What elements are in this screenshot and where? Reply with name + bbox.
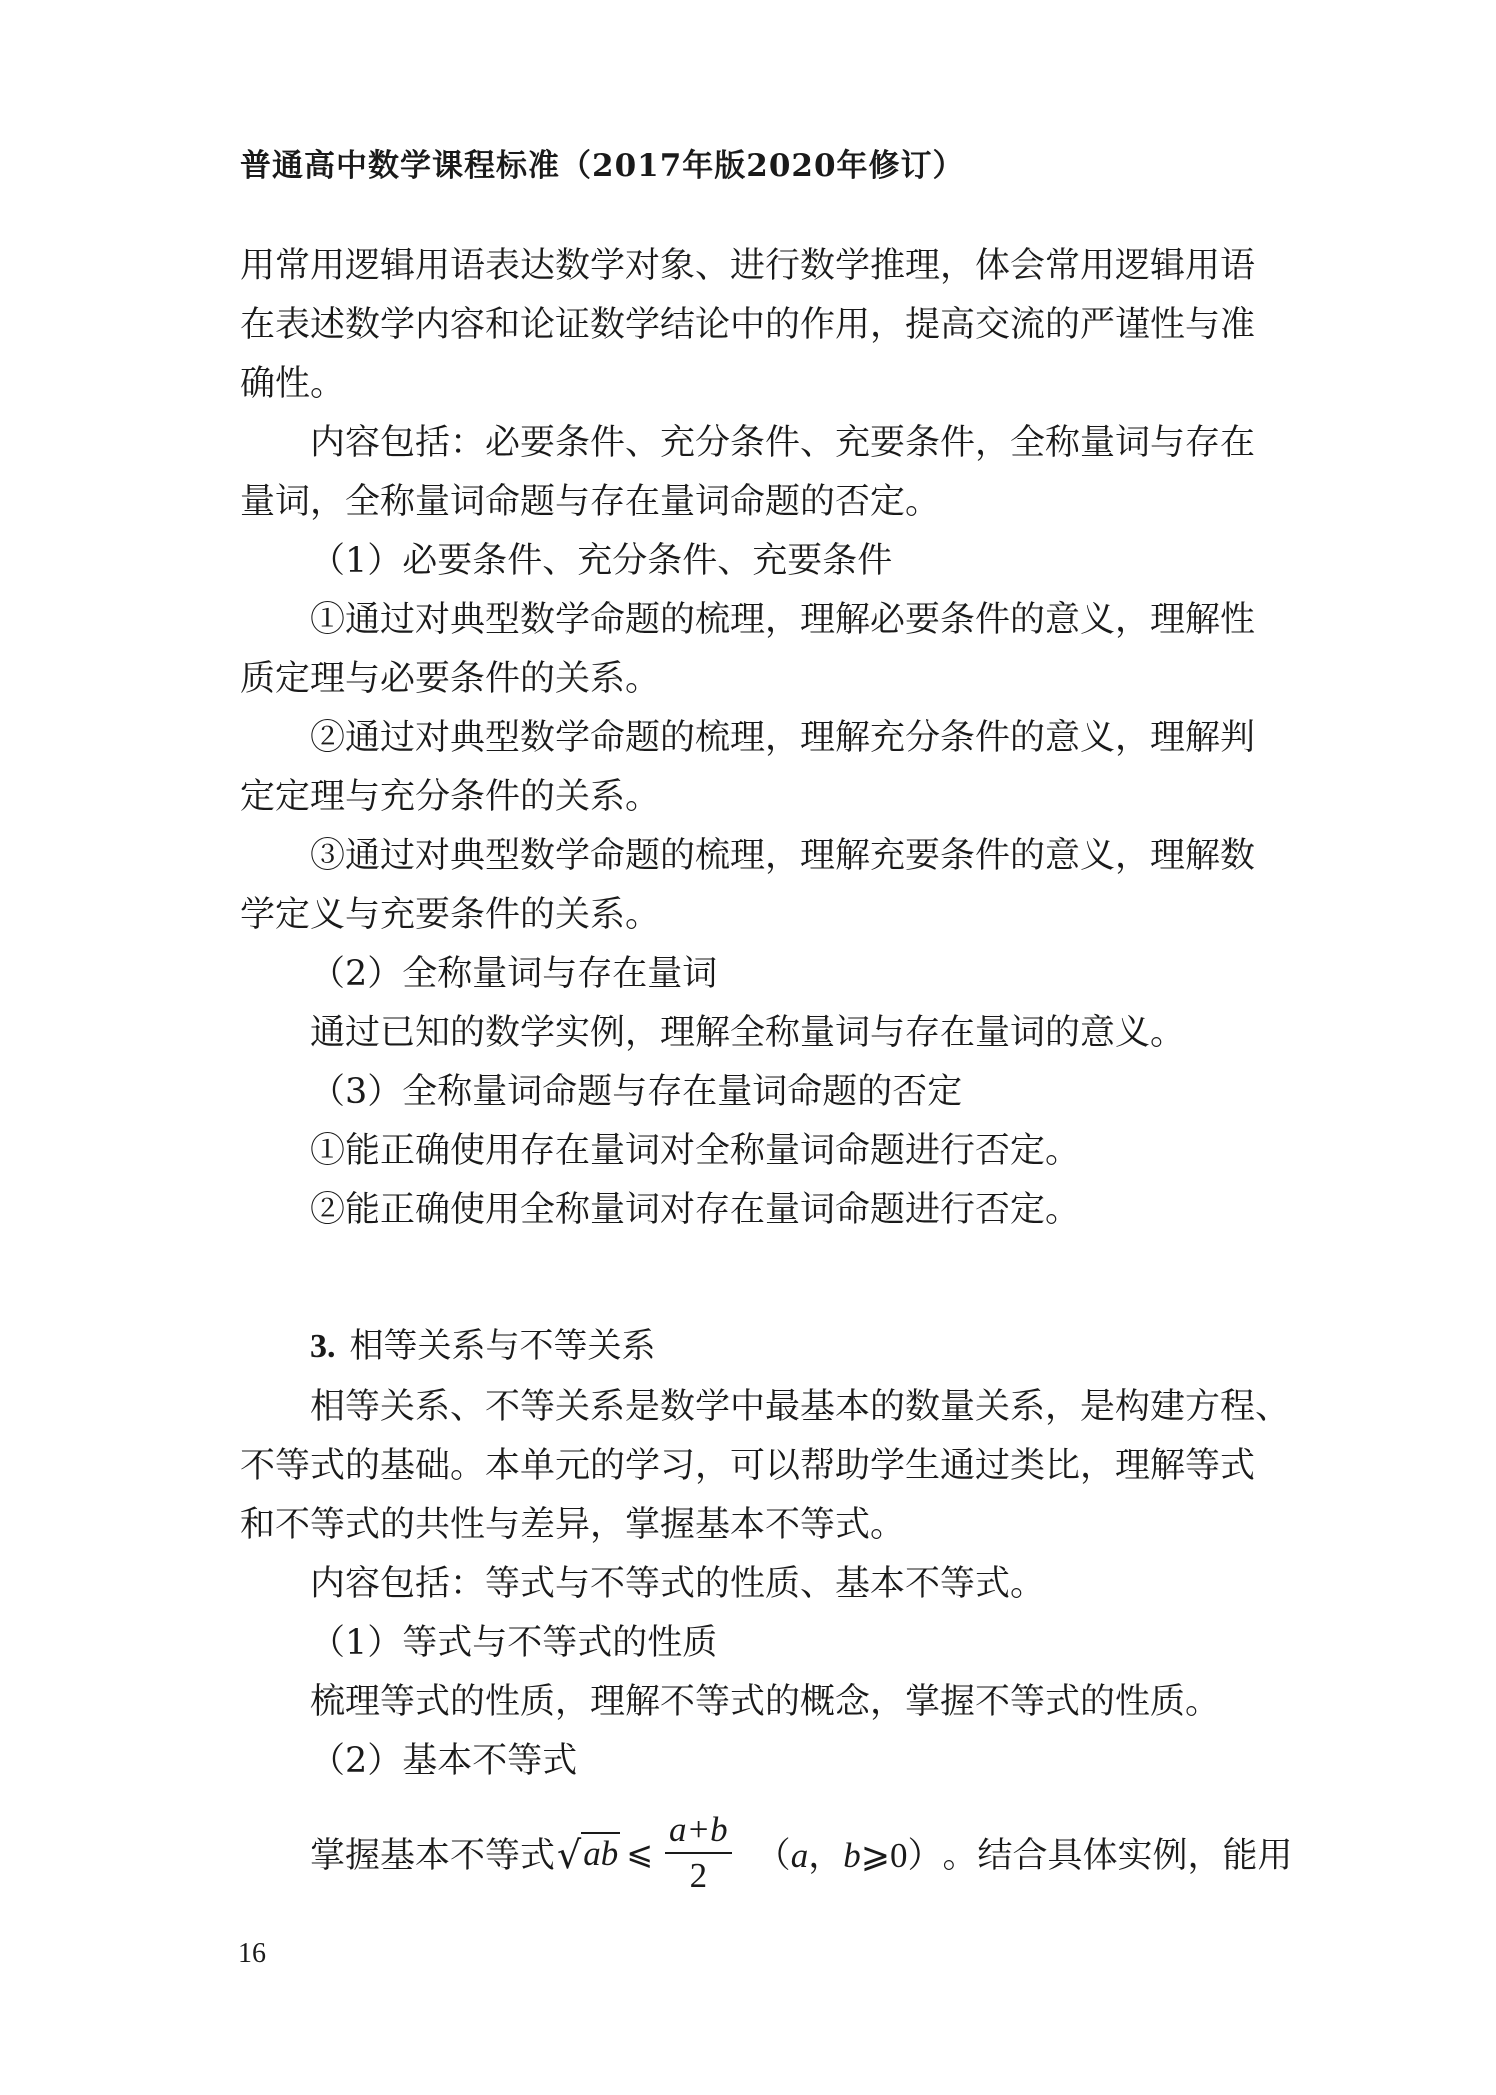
text-line: ①能正确使用存在量词对全称量词命题进行否定。 <box>310 1131 1081 1171</box>
running-header: 普通高中数学课程标准（2017年版2020年修订） <box>240 148 965 184</box>
condition-b: b <box>843 1836 861 1875</box>
condition-sep: ， <box>808 1836 844 1875</box>
condition-a: a <box>790 1836 809 1875</box>
section-heading <box>310 1318 656 1367</box>
formula-suffix: 。结合具体实例，能用 <box>942 1836 1293 1876</box>
text-line: 质定理与必要条件的关系。 <box>240 659 661 699</box>
text-line: 确性。 <box>240 364 346 404</box>
text-line: 相等关系、不等关系是数学中最基本的数量关系，是构建方程、 <box>310 1387 1291 1427</box>
text-line: 不等式的基础。本单元的学习，可以帮助学生通过类比，理解等式 <box>240 1446 1256 1486</box>
formula-prefix: 掌握基本不等式 <box>310 1836 556 1876</box>
sqrt-expression <box>557 1832 620 1877</box>
text-line: （2）基本不等式 <box>310 1741 578 1781</box>
text-line: 通过已知的数学实例，理解全称量词与存在量词的意义。 <box>310 1013 1186 1053</box>
fraction <box>665 1810 732 1896</box>
text-line: ②通过对典型数学命题的梳理，理解充分条件的意义，理解判 <box>310 718 1256 758</box>
formula-line <box>310 1808 1293 1898</box>
section-number: 3. <box>310 1328 336 1365</box>
condition <box>756 1828 943 1878</box>
sqrt-sign: √ <box>557 1833 582 1877</box>
page-number: 16 <box>238 1938 266 1969</box>
text-line: （1）必要条件、充分条件、充要条件 <box>310 541 893 581</box>
text-line: 定定理与充分条件的关系。 <box>240 777 661 817</box>
text-line: （3）全称量词命题与存在量词命题的否定 <box>310 1072 963 1112</box>
text-line: 梳理等式的性质，理解不等式的概念，掌握不等式的性质。 <box>310 1682 1221 1722</box>
fraction-numerator: a+b <box>665 1810 732 1854</box>
text-line: 学定义与充要条件的关系。 <box>240 895 661 935</box>
text-line: 内容包括：必要条件、充分条件、充要条件，全称量词与存在 <box>310 423 1256 463</box>
sqrt-body: ab <box>583 1834 619 1873</box>
text-line: 和不等式的共性与差异，掌握基本不等式。 <box>240 1505 906 1545</box>
text-line: （2）全称量词与存在量词 <box>310 954 718 994</box>
condition-open: （ <box>755 1836 791 1875</box>
text-line: 内容包括：等式与不等式的性质、基本不等式。 <box>310 1564 1046 1604</box>
section-title: 相等关系与不等关系 <box>349 1326 656 1366</box>
text-line: 在表述数学内容和论证数学结论中的作用，提高交流的严谨性与准 <box>240 305 1256 345</box>
text-line: ②能正确使用全称量词对存在量词命题进行否定。 <box>310 1190 1081 1230</box>
fraction-denominator: 2 <box>689 1856 708 1895</box>
condition-geq: ⩾0） <box>860 1836 943 1875</box>
text-line: 量词，全称量词命题与存在量词命题的否定。 <box>240 482 941 522</box>
text-line: ③通过对典型数学命题的梳理，理解充要条件的意义，理解数 <box>310 836 1256 876</box>
text-line: （1）等式与不等式的性质 <box>310 1623 718 1663</box>
text-line: ①通过对典型数学命题的梳理，理解必要条件的意义，理解性 <box>310 600 1256 640</box>
leq-symbol: ⩽ <box>626 1834 654 1872</box>
text-line: 用常用逻辑用语表达数学对象、进行数学推理，体会常用逻辑用语 <box>240 246 1256 286</box>
